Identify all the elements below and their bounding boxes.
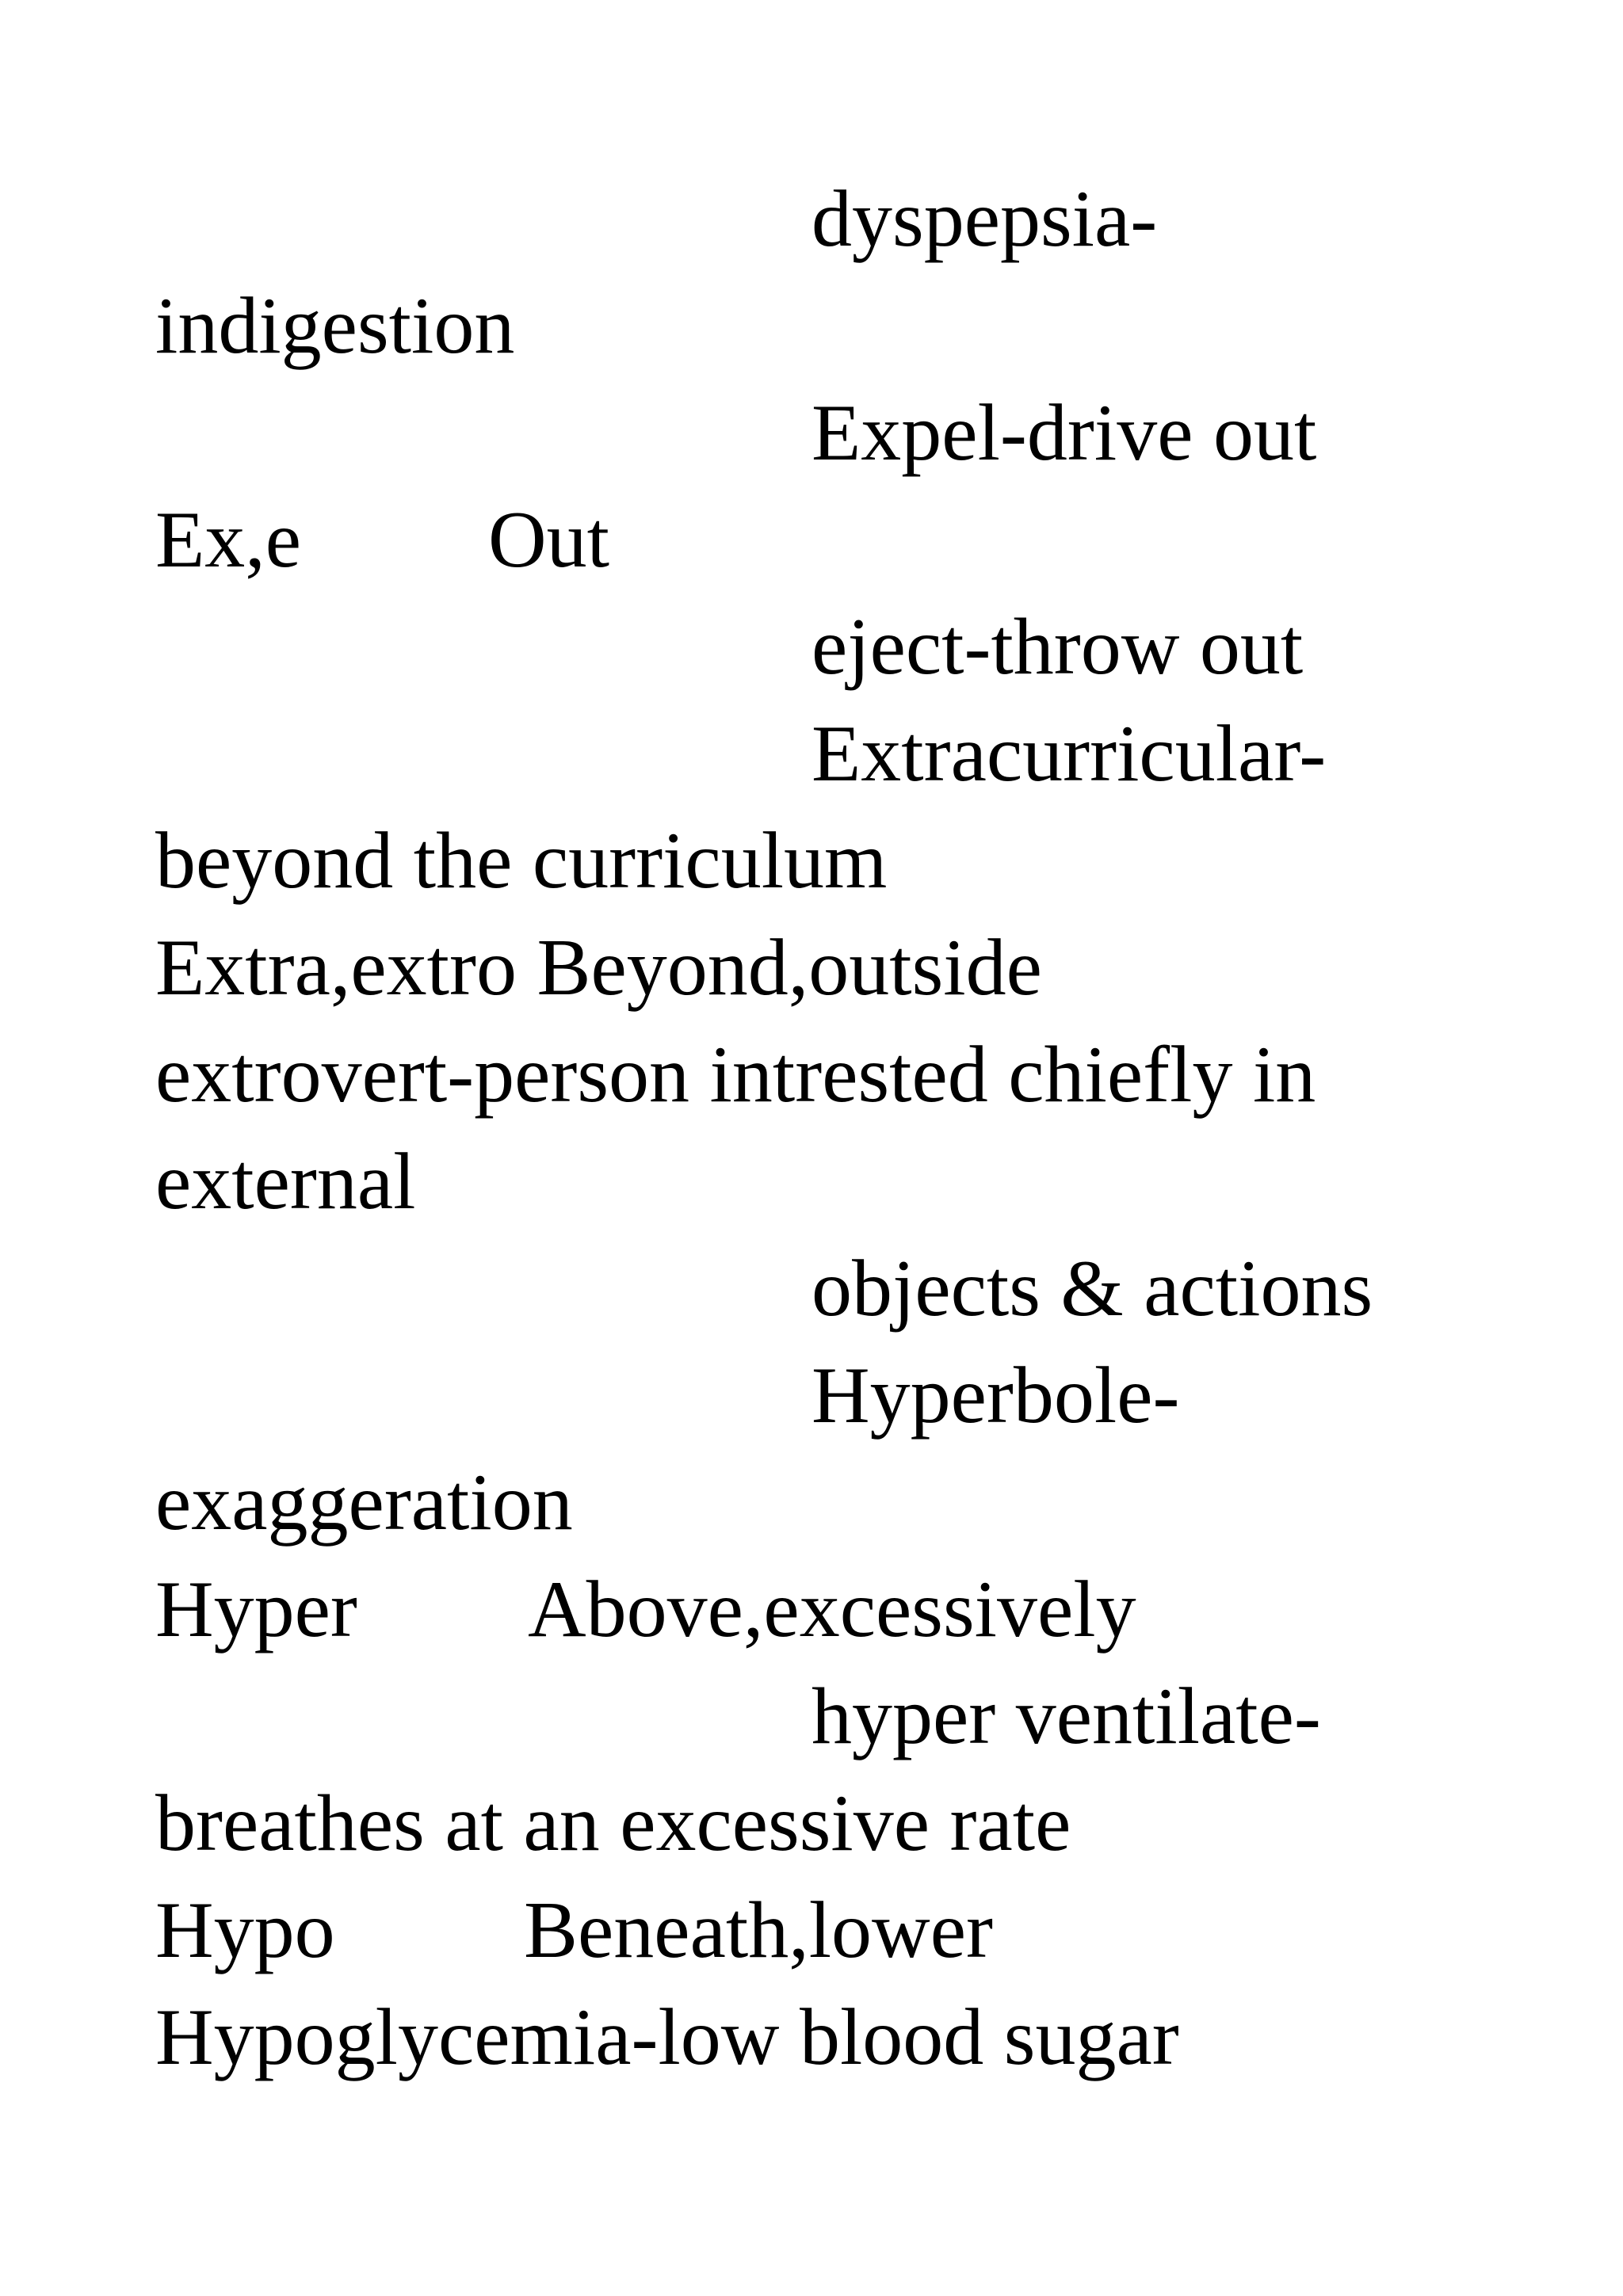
text-line-hypoglycemia: Hypoglycemia-low blood sugar bbox=[155, 1993, 1179, 2082]
text-line-hyperventilate: hyper ventilate- bbox=[812, 1672, 1321, 1761]
text-line-extrovert: extrovert-person intrested chiefly in bbox=[155, 1030, 1316, 1119]
prefix-term: Ex,e bbox=[155, 495, 302, 585]
text-line-objects-actions: objects & actions bbox=[812, 1244, 1373, 1333]
prefix-meaning: Above,excessively bbox=[528, 1565, 1136, 1654]
prefix-meaning: Out bbox=[488, 495, 609, 585]
prefix-meaning: Beneath,lower bbox=[524, 1886, 993, 1975]
prefix-row-ex bbox=[155, 487, 609, 593]
text-line-exaggeration: exaggeration bbox=[155, 1458, 573, 1547]
prefix-row-hyper bbox=[155, 1557, 1136, 1663]
prefix-row-hypo bbox=[155, 1878, 993, 1984]
text-line-eject: eject-throw out bbox=[812, 602, 1304, 692]
text-line-hyperbole: Hyperbole- bbox=[812, 1351, 1180, 1440]
prefix-term: Hypo bbox=[155, 1886, 335, 1975]
text-line-external: external bbox=[155, 1137, 416, 1226]
text-line-beyond-curriculum: beyond the curriculum bbox=[155, 816, 888, 906]
text-line-breathes: breathes at an excessive rate bbox=[155, 1779, 1071, 1868]
prefix-term: Hyper bbox=[155, 1565, 357, 1654]
text-line-expel: Expel-drive out bbox=[812, 388, 1317, 478]
text-line-dyspepsia: dyspepsia- bbox=[812, 174, 1158, 264]
prefix-row-extra: Extra,extro Beyond,outside bbox=[155, 923, 1042, 1013]
text-line-extracurricular: Extracurricular- bbox=[812, 709, 1327, 799]
text-line-indigestion: indigestion bbox=[155, 281, 515, 371]
